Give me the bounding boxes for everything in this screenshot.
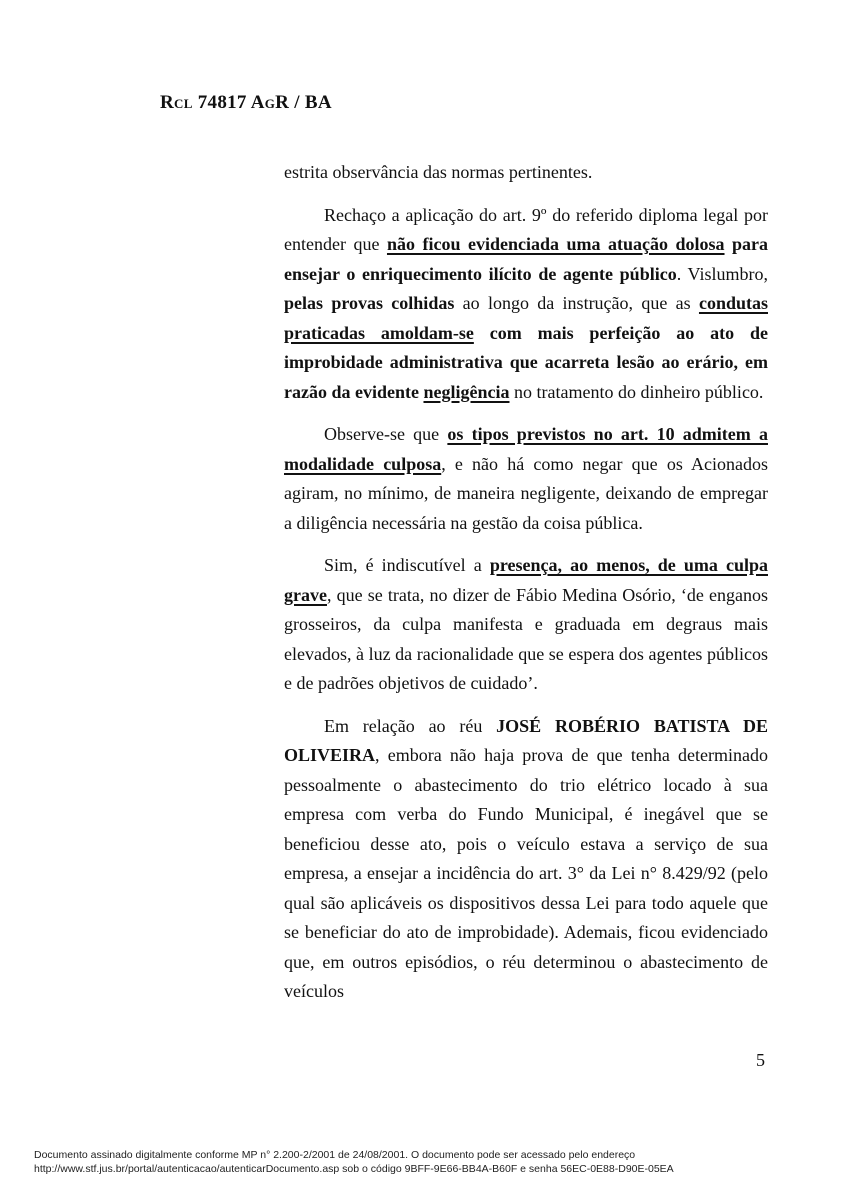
text-segment: , e não há como negar que os Acionados agiram, no mínimo, de maneira negligente, deixando de empregar a diligência necessária na gestão da coisa pública. [284, 453, 768, 533]
document-body [284, 158, 768, 1007]
emphasized-text-segment: os tipos previstos no art. 10 admitem a modalidade culposa [284, 424, 768, 474]
text-segment: ao longo da instrução, que as [454, 293, 699, 313]
footer-line-2: http://www.stf.jus.br/portal/autenticacao/autenticarDocumento.asp sob o código 9BFF-9E66-BB4A-B60F e senha 56EC-0E88-D90E-05EA [34, 1163, 674, 1175]
bold-text-segment: pelas provas colhidas [284, 293, 455, 313]
emphasized-text-segment: não ficou evidenciada uma atuação dolosa [386, 234, 725, 254]
bold-text-segment: JOSÉ ROBÉRIO BATISTA DE OLIVEIRA [284, 715, 769, 765]
footer-line-1: Documento assinado digitalmente conforme MP n° 2.200-2/2001 de 24/08/2001. O documento pode ser acessado pelo endereço [34, 1149, 636, 1161]
text-segment: , embora não haja prova de que tenha determinado pessoalmente o abastecimento do trio elétrico locado à sua empresa com verba do Fundo Municipal, é inegável que se beneficiou desse ato, pois o veículo estava a serviço de sua empresa, a ensejar a incidência do art. 3° da Lei n° 8.429/92 (pelo qual são aplicáveis os dispositivos dessa Lei para todo aquele que se beneficiar do ato de improbidade). Ademais, ficou evidenciado que, em outros episódios, o réu determinou o abastecimento de veículos [284, 745, 768, 1001]
text-segment: . Vislumbro, [676, 263, 768, 284]
emphasized-text-segment: presença, ao menos, de uma culpa grave [284, 555, 768, 605]
bold-text-segment: com mais perfeição ao ato de improbidade administrativa que acarreta lesão ao erário, em razão da evidente [284, 322, 768, 402]
emphasized-text-segment: condutas praticadas amoldam-se [284, 293, 768, 343]
case-reference-header: Rcl 74817 AgR / BA [160, 92, 332, 113]
text-segment: Rechaço a aplicação do art. 9º do referido diploma legal por entender que [284, 204, 768, 254]
digital-signature-footer [34, 1148, 824, 1176]
text-segment: Em relação ao réu [324, 715, 497, 736]
text-segment: estrita observância das normas pertinentes. [284, 162, 593, 182]
emphasized-text-segment: negligência [423, 381, 510, 402]
page-number: 5 [756, 1050, 765, 1070]
paragraph [284, 712, 768, 1007]
bold-text-segment: para ensejar o enriquecimento ilícito de agente público [284, 234, 769, 284]
paragraph [284, 420, 768, 538]
paragraph [284, 551, 768, 699]
paragraph [284, 158, 768, 188]
paragraph [284, 201, 768, 408]
text-segment: Sim, é indiscutível a [324, 555, 490, 575]
text-segment: no tratamento do dinheiro público. [509, 381, 764, 402]
text-segment: Observe-se que [324, 424, 448, 444]
text-segment: , que se trata, no dizer de Fábio Medina Osório, ‘de enganos grosseiros, da culpa manifesta e graduada em degraus mais elevados, à luz da racionalidade que se espera dos agentes públicos e de padrões objetivos de cuidado’. [284, 584, 768, 693]
